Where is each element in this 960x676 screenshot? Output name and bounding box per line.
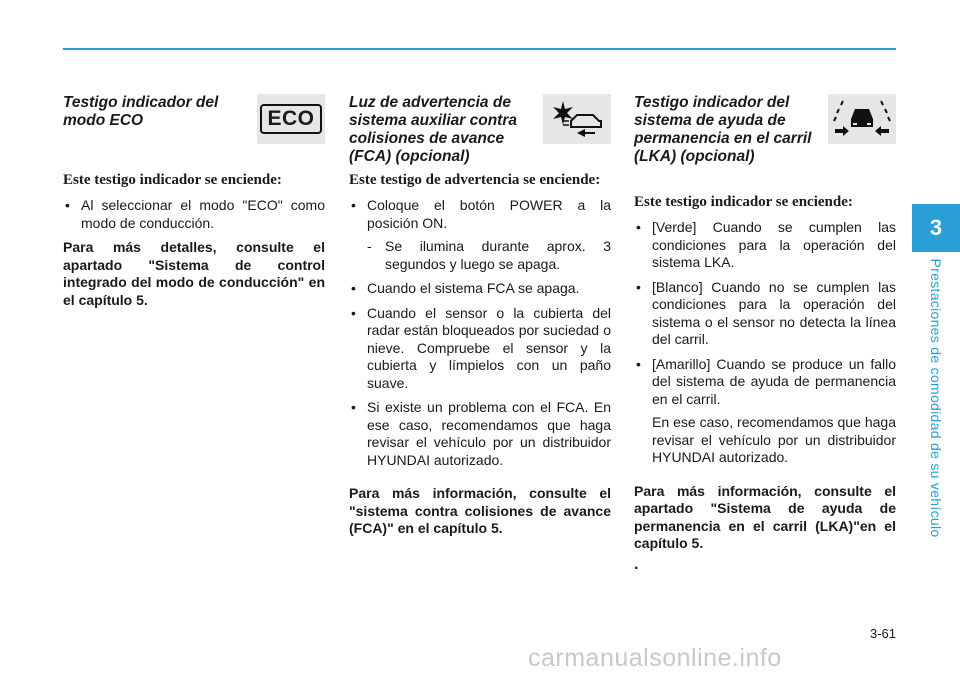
- fca-bullet-1-text: Coloque el botón POWER a la posición ON.: [367, 197, 611, 231]
- column-fca: [349, 94, 611, 538]
- fca-bullet-4: • Si existe un problema con el FCA. En ese caso, recomendamos que haga revisar el vehículo por un distribuidor HYUNDAI autorizado.: [349, 399, 611, 469]
- fca-bullets: [349, 197, 611, 469]
- fca-title: Luz de advertencia de sistema auxiliar contra colisiones de avance (FCA) (opcional): [349, 94, 517, 165]
- column-eco: [63, 94, 325, 309]
- fca-sub-text: Se ilumina durante aprox. 3 segundos y luego se apaga.: [385, 238, 611, 272]
- column-lka: [634, 94, 896, 553]
- lka-title: Testigo indicador del sistema de ayuda de permanencia en el carril (LKA) (opcional): [634, 94, 812, 165]
- eco-header: [63, 94, 325, 172]
- eco-note: Para más detalles, consulte el apartado "Sistema de control integrado del modo de conducción" en el capítulo 5.: [63, 239, 325, 308]
- chapter-tab: 3: [912, 204, 960, 252]
- lka-bullet-3-para: En ese caso, recomendamos que haga revisar el vehículo por un distribuidor HYUNDAI autorizado.: [652, 414, 896, 465]
- lka-bullet-2: • [Blanco] Cuando no se cumplen las condiciones para la operación del sistema o el sensor no detecta la línea del carril.: [634, 279, 896, 349]
- fca-sub-dash: -: [367, 238, 372, 254]
- fca-subtitle: Este testigo de advertencia se enciende:: [349, 172, 601, 188]
- fca-bullet-2: • Cuando el sistema FCA se apaga.: [349, 280, 611, 298]
- lka-bullet-3-text: [Amarillo] Cuando se produce un fallo del sistema de ayuda de permanencia en el carril.: [652, 355, 896, 407]
- eco-title: Testigo indicador del modo ECO: [63, 94, 219, 129]
- lka-header: [634, 94, 896, 194]
- fca-warning-icon: [543, 94, 611, 144]
- lka-bullet-3: [634, 356, 896, 467]
- lka-subtitle: Este testigo indicador se enciende:: [634, 194, 853, 210]
- fca-bullet-1-sub: [367, 238, 611, 273]
- eco-subtitle: Este testigo indicador se enciende:: [63, 172, 282, 188]
- fca-bullet-1: [349, 197, 611, 273]
- page-number: 3-61: [869, 626, 896, 641]
- eco-icon-label: ECO: [260, 104, 321, 134]
- chapter-side-title-text: Prestaciones de comodidad de su vehículo: [928, 258, 944, 538]
- lka-indicator-icon: [828, 94, 896, 144]
- lane-keeping-icon: [833, 97, 891, 141]
- fca-bullet-3: • Cuando el sensor o la cubierta del radar están bloqueados por suciedad o nieve. Compruebe el sensor y la cubierta y límpielos con un paño suave.: [349, 305, 611, 393]
- lka-note: Para más información, consulte el apartado "Sistema de ayuda de permanencia en el carril (LKA)"en el capítulo 5.: [634, 482, 896, 551]
- watermark: carmanualsonline.info: [528, 644, 782, 672]
- fca-header: [349, 94, 611, 172]
- eco-bullets: [63, 197, 325, 232]
- collision-car-icon: [549, 99, 605, 139]
- trailing-period: .: [634, 556, 639, 573]
- eco-bullet: • Al seleccionar el modo "ECO" como modo de conducción.: [63, 197, 325, 232]
- lka-bullet-1: • [Verde] Cuando se cumplen las condiciones para la operación del sistema LKA.: [634, 219, 896, 272]
- eco-icon: [257, 94, 325, 144]
- lka-bullets: [634, 219, 896, 467]
- fca-note: Para más información, consulte el "sistema contra colisiones de avance (FCA)" en el capítulo 5.: [349, 485, 611, 536]
- header-rule: [63, 48, 896, 50]
